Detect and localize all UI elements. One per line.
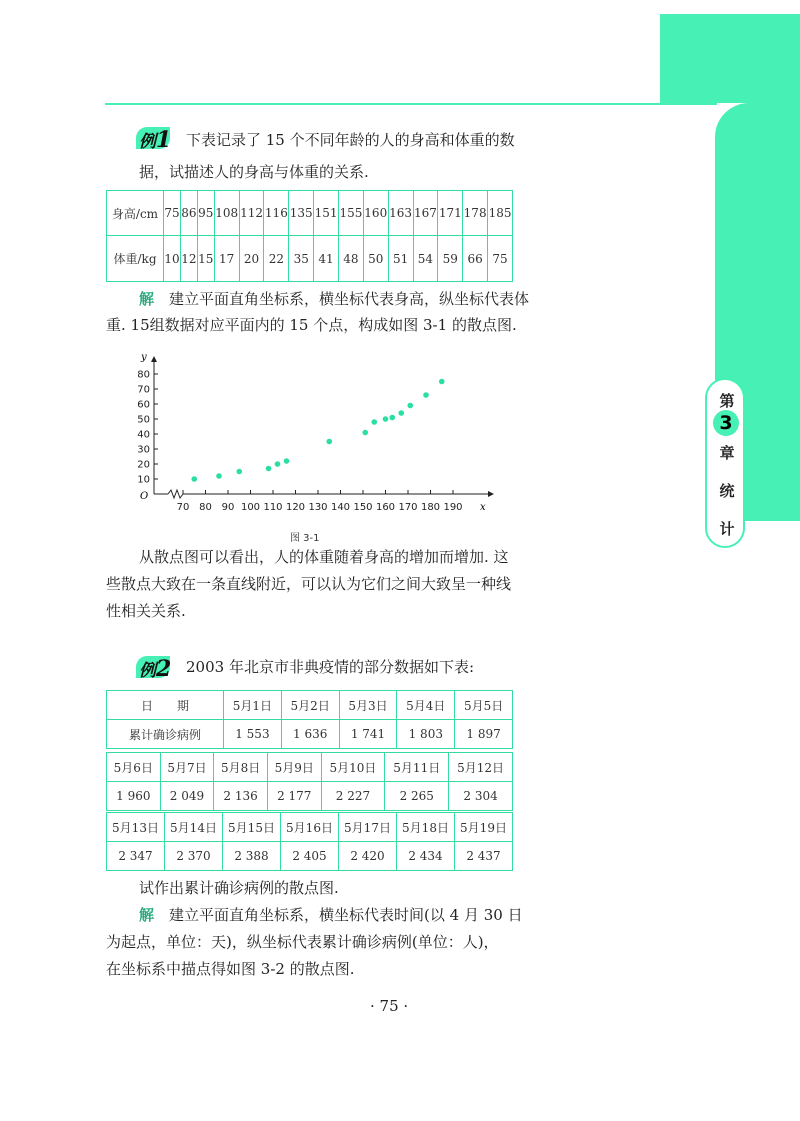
x-tick-label: 140: [330, 502, 351, 513]
table-cell: 2 136: [214, 782, 268, 811]
example1-solution-line2: 重. 15组数据对应平面内的 15 个点，构成如图 3-1 的散点图.: [106, 316, 517, 334]
scatter-chart-height-weight: [110, 348, 510, 518]
solution-label: 解: [139, 906, 155, 924]
chapter-tab-top: [660, 14, 800, 103]
height-row: [107, 191, 513, 236]
table-cell: 1 803: [397, 720, 455, 749]
data-point: [362, 430, 368, 436]
x-ticks: [177, 490, 463, 513]
table-cell: 2 420: [339, 842, 397, 871]
table-cell: 5月4日: [397, 691, 455, 720]
chapter-zhang: 章: [719, 444, 735, 462]
table-cell: 5月17日: [339, 813, 397, 842]
table-cell: 163: [388, 191, 413, 236]
table-cell: 5月14日: [165, 813, 223, 842]
table-cell: 22: [264, 236, 289, 282]
data-point: [407, 403, 413, 409]
x-axis-arrow: [488, 491, 494, 497]
height-weight-table: [106, 190, 513, 282]
data-point: [423, 392, 429, 398]
table-cell: 35: [289, 236, 314, 282]
y-ticks: [137, 370, 158, 486]
y-tick-label: 30: [137, 444, 150, 456]
table-row: [107, 782, 513, 811]
y-axis-label: y: [141, 352, 147, 363]
table-row: [107, 720, 513, 749]
table-cell: 75: [164, 191, 181, 236]
table-cell: 171: [438, 191, 463, 236]
table-cell: 59: [438, 236, 463, 282]
table-cell: 2 049: [160, 782, 214, 811]
example2-intro: 2003 年北京市非典疫情的部分数据如下表:: [186, 658, 474, 676]
x-tick-label: 170: [398, 502, 418, 513]
table-cell: 5月11日: [385, 753, 449, 782]
data-point: [383, 416, 389, 422]
weight-row: [107, 236, 513, 282]
table-cell: 5月3日: [339, 691, 397, 720]
data-point: [398, 410, 404, 416]
chapter-di: 第: [719, 392, 735, 410]
chapter-title-2: 计: [719, 520, 735, 538]
solution-label: 解: [139, 290, 155, 308]
y-tick-label: 40: [137, 429, 150, 441]
data-point: [439, 379, 445, 385]
example1-line2: 据，试描述人的身高与体重的关系.: [139, 163, 369, 181]
table-cell: 2 177: [267, 782, 321, 811]
y-tick-label: 70: [137, 384, 150, 396]
example2-solution-line2: 为起点，单位：天)，纵坐标代表累计确诊病例(单位：人)，: [106, 933, 499, 951]
data-point: [326, 439, 332, 445]
data-point: [216, 473, 222, 479]
table-cell: 5月2日: [281, 691, 339, 720]
table-cell: 167: [413, 191, 438, 236]
x-tick-label: 180: [420, 502, 441, 513]
y-tick-label: 10: [137, 474, 150, 486]
table-cell: 1 897: [455, 720, 513, 749]
example1-line1: 下表记录了 15 个不同年龄的人的身高和体重的数: [186, 131, 515, 149]
table-cell: 2 405: [281, 842, 339, 871]
example1-label: 例1: [139, 127, 172, 153]
data-point: [191, 476, 197, 482]
height-row-label: 身高/cm: [107, 191, 164, 236]
table-cell: 2 370: [165, 842, 223, 871]
example1-after-line2: 些散点大致在一条直线附近，可以认为它们之间大致呈一种线: [106, 575, 512, 593]
data-point: [266, 466, 272, 472]
table-cell: 5月15日: [223, 813, 281, 842]
y-tick-label: 50: [137, 414, 150, 426]
figure-caption: 图 3-1: [290, 533, 320, 544]
y-tick-label: 80: [137, 369, 150, 381]
table-cell: 5月9日: [267, 753, 321, 782]
table-cell: 50: [363, 236, 388, 282]
x-tick-label: 150: [353, 502, 373, 513]
table-cell: 185: [488, 191, 513, 236]
table-cell: 5月12日: [449, 753, 513, 782]
x-axis-label: x: [480, 502, 486, 513]
origin-label: O: [140, 491, 149, 502]
table-row: [107, 842, 513, 871]
x-tick-label: 80: [199, 502, 212, 513]
table-cell: 5月1日: [224, 691, 282, 720]
x-tick-label: 120: [285, 502, 306, 513]
page-number: · 75 ·: [370, 997, 409, 1015]
table-cell: 2 227: [321, 782, 385, 811]
data-point: [284, 458, 290, 464]
example2-label: 例2: [139, 656, 172, 682]
chapter-marker: [705, 378, 745, 548]
table-cell: 5月19日: [455, 813, 513, 842]
table-cell: 5月13日: [107, 813, 165, 842]
sars-table-part2: [106, 752, 513, 811]
x-tick-label: 100: [240, 502, 261, 513]
y-tick-label: 60: [137, 399, 150, 411]
data-point: [389, 415, 395, 421]
table-cell: 135: [289, 191, 314, 236]
data-point: [371, 419, 377, 425]
table-cell: 10: [164, 236, 181, 282]
x-tick-label: 190: [443, 502, 463, 513]
table-cell: 86: [180, 191, 197, 236]
table-cell: 5月6日: [107, 753, 161, 782]
example2-solution-line3: 在坐标系中描点得如图 3-2 的散点图.: [106, 960, 355, 978]
table-cell: 1 960: [107, 782, 161, 811]
y-tick-label: 20: [137, 459, 150, 471]
table-row: [107, 813, 513, 842]
table-cell: 2 388: [223, 842, 281, 871]
table-cell: 95: [197, 191, 214, 236]
table-cell: 75: [488, 236, 513, 282]
table-cell: 2 434: [397, 842, 455, 871]
sars-table-part3: [106, 812, 513, 871]
x-tick-label: 160: [375, 502, 396, 513]
example1-after-line3: 性相关关系.: [106, 602, 186, 620]
table-cell: 41: [314, 236, 339, 282]
x-axis-break: [168, 490, 183, 498]
table-cell: 2 347: [107, 842, 165, 871]
sars-table-part1: [106, 690, 513, 749]
table-cell: 108: [214, 191, 239, 236]
table-cell: 2 437: [455, 842, 513, 871]
table-cell: 51: [388, 236, 413, 282]
header-rule: [105, 103, 717, 105]
date-header: 日 期: [107, 691, 224, 720]
table-cell: 5月16日: [281, 813, 339, 842]
table-cell: 1 553: [224, 720, 282, 749]
y-axis-arrow: [151, 356, 157, 362]
table-cell: 20: [239, 236, 264, 282]
example2-solution-line1: 解 建立平面直角坐标系，横坐标代表时间(以 4 月 30 日: [139, 906, 523, 924]
chart-axes: [140, 352, 494, 513]
table-cell: 15: [197, 236, 214, 282]
count-header: 累计确诊病例: [107, 720, 224, 749]
table-cell: 151: [314, 191, 339, 236]
chapter-title-1: 统: [719, 482, 735, 500]
table-cell: 2 265: [385, 782, 449, 811]
table-cell: 116: [264, 191, 289, 236]
table-cell: 160: [363, 191, 388, 236]
x-tick-label: 110: [263, 502, 283, 513]
table-row: [107, 753, 513, 782]
table-cell: 1 636: [281, 720, 339, 749]
x-tick-label: 90: [221, 502, 235, 513]
example1-solution-line1: 解 建立平面直角坐标系，横坐标代表身高，纵坐标代表体: [139, 290, 530, 308]
table-cell: 54: [413, 236, 438, 282]
table-cell: 178: [463, 191, 488, 236]
data-points: [191, 379, 444, 482]
table-cell: 5月8日: [214, 753, 268, 782]
table-cell: 17: [214, 236, 239, 282]
table-cell: 1 741: [339, 720, 397, 749]
table-cell: 5月18日: [397, 813, 455, 842]
x-tick-label: 70: [176, 502, 190, 513]
chapter-number: 3: [713, 410, 739, 436]
table-cell: 48: [338, 236, 363, 282]
table-cell: 5月10日: [321, 753, 385, 782]
table-cell: 112: [239, 191, 264, 236]
data-point: [236, 469, 242, 475]
table-cell: 155: [338, 191, 363, 236]
data-point: [275, 461, 281, 467]
table-cell: 12: [180, 236, 197, 282]
weight-row-label: 体重/kg: [107, 236, 164, 282]
table-cell: 66: [463, 236, 488, 282]
table-cell: 2 304: [449, 782, 513, 811]
table-cell: 5月7日: [160, 753, 214, 782]
table-cell: 5月5日: [455, 691, 513, 720]
table-row: [107, 691, 513, 720]
example1-after-line1: 从散点图可以看出，人的体重随着身高的增加而增加. 这: [139, 548, 509, 566]
example2-task: 试作出累计确诊病例的散点图.: [139, 879, 339, 897]
x-tick-label: 130: [308, 502, 328, 513]
